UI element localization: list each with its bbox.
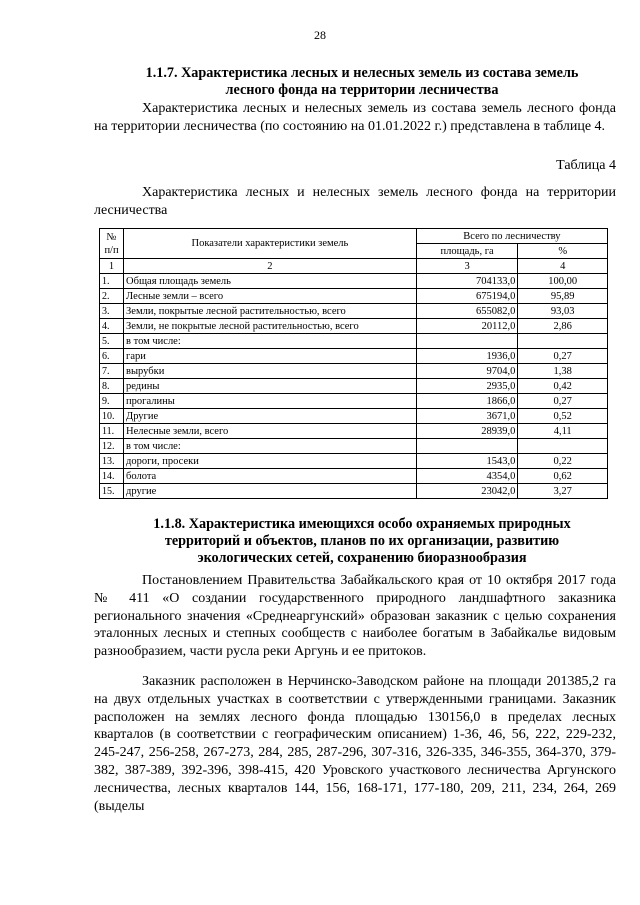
row-area: 3671,0	[416, 409, 518, 424]
table-row	[100, 304, 608, 319]
row-num: 12.	[100, 439, 124, 454]
row-name: Нелесные земли, всего	[124, 424, 417, 439]
row-area: 655082,0	[416, 304, 518, 319]
row-pct: 93,03	[518, 304, 608, 319]
row-num: 2.	[100, 289, 124, 304]
table-row	[100, 334, 608, 349]
row-area: 20112,0	[416, 319, 518, 334]
row-num: 3.	[100, 304, 124, 319]
header-indicator: Показатели характеристики земель	[124, 229, 417, 259]
row-area: 704133,0	[416, 274, 518, 289]
row-pct: 0,27	[518, 349, 608, 364]
section-heading-1-1-7	[100, 65, 624, 99]
heading-line: экологических сетей, сохранению биоразнообразия	[197, 550, 527, 566]
table-row	[100, 274, 608, 289]
table-row	[100, 289, 608, 304]
column-index: 1	[100, 259, 124, 274]
header-total-group: Всего по лесничеству	[416, 229, 607, 244]
header-area: площадь, га	[416, 244, 518, 259]
row-area: 675194,0	[416, 289, 518, 304]
column-index-row	[100, 259, 608, 274]
table-row	[100, 424, 608, 439]
row-area: 28939,0	[416, 424, 518, 439]
intro-paragraph: Характеристика лесных и нелесных земель из состава земель лесного фонда на территории лесничества (по состоянию на 01.01.2022 г.) представлена в таблице 4.	[94, 101, 616, 134]
row-num: 9.	[100, 394, 124, 409]
row-pct: 0,27	[518, 394, 608, 409]
row-num: 15.	[100, 484, 124, 499]
row-pct: 2,86	[518, 319, 608, 334]
row-area: 2935,0	[416, 379, 518, 394]
heading-line: лесного фонда на территории лесничества	[225, 82, 499, 98]
table-row	[100, 469, 608, 484]
row-name: Земли, не покрытые лесной растительностью, всего	[124, 319, 417, 334]
section-heading-1-1-8	[100, 516, 624, 567]
row-area: 1866,0	[416, 394, 518, 409]
land-characteristics-table	[99, 228, 608, 499]
heading-line: 1.1.8. Характеристика имеющихся особо охраняемых природных	[153, 516, 571, 532]
table-label: Таблица 4	[556, 158, 616, 173]
column-index: 4	[518, 259, 608, 274]
row-area: 1936,0	[416, 349, 518, 364]
row-area: 4354,0	[416, 469, 518, 484]
row-name: Земли, покрытые лесной растительностью, всего	[124, 304, 417, 319]
row-num: 11.	[100, 424, 124, 439]
row-name: вырубки	[124, 364, 417, 379]
reserve-decree-paragraph: Постановлением Правительства Забайкальского края от 10 октября 2017 года № 411 «О создании государственного природного ландшафтного заказника регионального значения «Среднеаргунский» образован заказник с целью сохранения эталонных лесных и степных сообществ с наиболее богатым в Забайкалье видовым разнообразием, части русла реки Аргунь и ее притоков.	[94, 573, 616, 660]
column-index: 3	[416, 259, 518, 274]
row-pct: 4,11	[518, 424, 608, 439]
heading-line: 1.1.7. Характеристика лесных и нелесных земель из состава земель	[145, 65, 579, 81]
row-area	[416, 439, 518, 454]
page-number: 28	[314, 28, 326, 42]
reserve-location-paragraph: Заказник расположен в Нерчинско-Заводском районе на площади 201385,2 га на двух отдельных участках в соответствии с утвержденными границами. Заказник расположен на землях лесного фонда площадью 130156,0 в пределах лесных кварталов (в соответствии с географическим описанием) 1-36, 46, 56, 222, 229-232, 245-247, 256-258, 267-273, 284, 285, 287-296, 307-316, 326-335, 346-355, 364-370, 379-382, 387-389, 392-396, 398-415, 420 Уровского участкового лесничества Аргунского лесничества, лесных кварталов 144, 156, 168-171, 177-180, 209, 211, 234, 264, 269 (выделы	[94, 674, 616, 814]
row-pct: 0,42	[518, 379, 608, 394]
row-name: другие	[124, 484, 417, 499]
row-area	[416, 334, 518, 349]
heading-line: территорий и объектов, планов по их организации, развитию	[164, 533, 560, 549]
row-num: 10.	[100, 409, 124, 424]
table-title: Характеристика лесных и нелесных земель лесного фонда на территории лесничества	[94, 185, 616, 218]
row-num: 14.	[100, 469, 124, 484]
row-name: болота	[124, 469, 417, 484]
table-row	[100, 379, 608, 394]
row-name: Общая площадь земель	[124, 274, 417, 289]
row-name: редины	[124, 379, 417, 394]
table-row	[100, 454, 608, 469]
table-row	[100, 409, 608, 424]
row-area: 23042,0	[416, 484, 518, 499]
table-row	[100, 394, 608, 409]
row-pct: 1,38	[518, 364, 608, 379]
row-name: прогалины	[124, 394, 417, 409]
row-name: гари	[124, 349, 417, 364]
row-name: в том числе:	[124, 439, 417, 454]
row-num: 8.	[100, 379, 124, 394]
row-pct: 100,00	[518, 274, 608, 289]
table-row	[100, 319, 608, 334]
row-area: 9704,0	[416, 364, 518, 379]
table-row	[100, 484, 608, 499]
row-num: 5.	[100, 334, 124, 349]
row-pct: 3,27	[518, 484, 608, 499]
row-num: 4.	[100, 319, 124, 334]
row-name: Другие	[124, 409, 417, 424]
row-pct: 0,62	[518, 469, 608, 484]
row-name: дороги, просеки	[124, 454, 417, 469]
row-pct	[518, 439, 608, 454]
table-row	[100, 349, 608, 364]
row-num: 1.	[100, 274, 124, 289]
column-index: 2	[124, 259, 417, 274]
row-pct: 0,22	[518, 454, 608, 469]
table-row	[100, 364, 608, 379]
row-area: 1543,0	[416, 454, 518, 469]
row-num: 7.	[100, 364, 124, 379]
table-row	[100, 439, 608, 454]
header-pct: %	[518, 244, 608, 259]
row-pct: 95,89	[518, 289, 608, 304]
row-num: 13.	[100, 454, 124, 469]
row-num: 6.	[100, 349, 124, 364]
row-pct	[518, 334, 608, 349]
row-name: Лесные земли – всего	[124, 289, 417, 304]
row-name: в том числе:	[124, 334, 417, 349]
row-pct: 0,52	[518, 409, 608, 424]
header-num: № п/п	[100, 229, 124, 259]
